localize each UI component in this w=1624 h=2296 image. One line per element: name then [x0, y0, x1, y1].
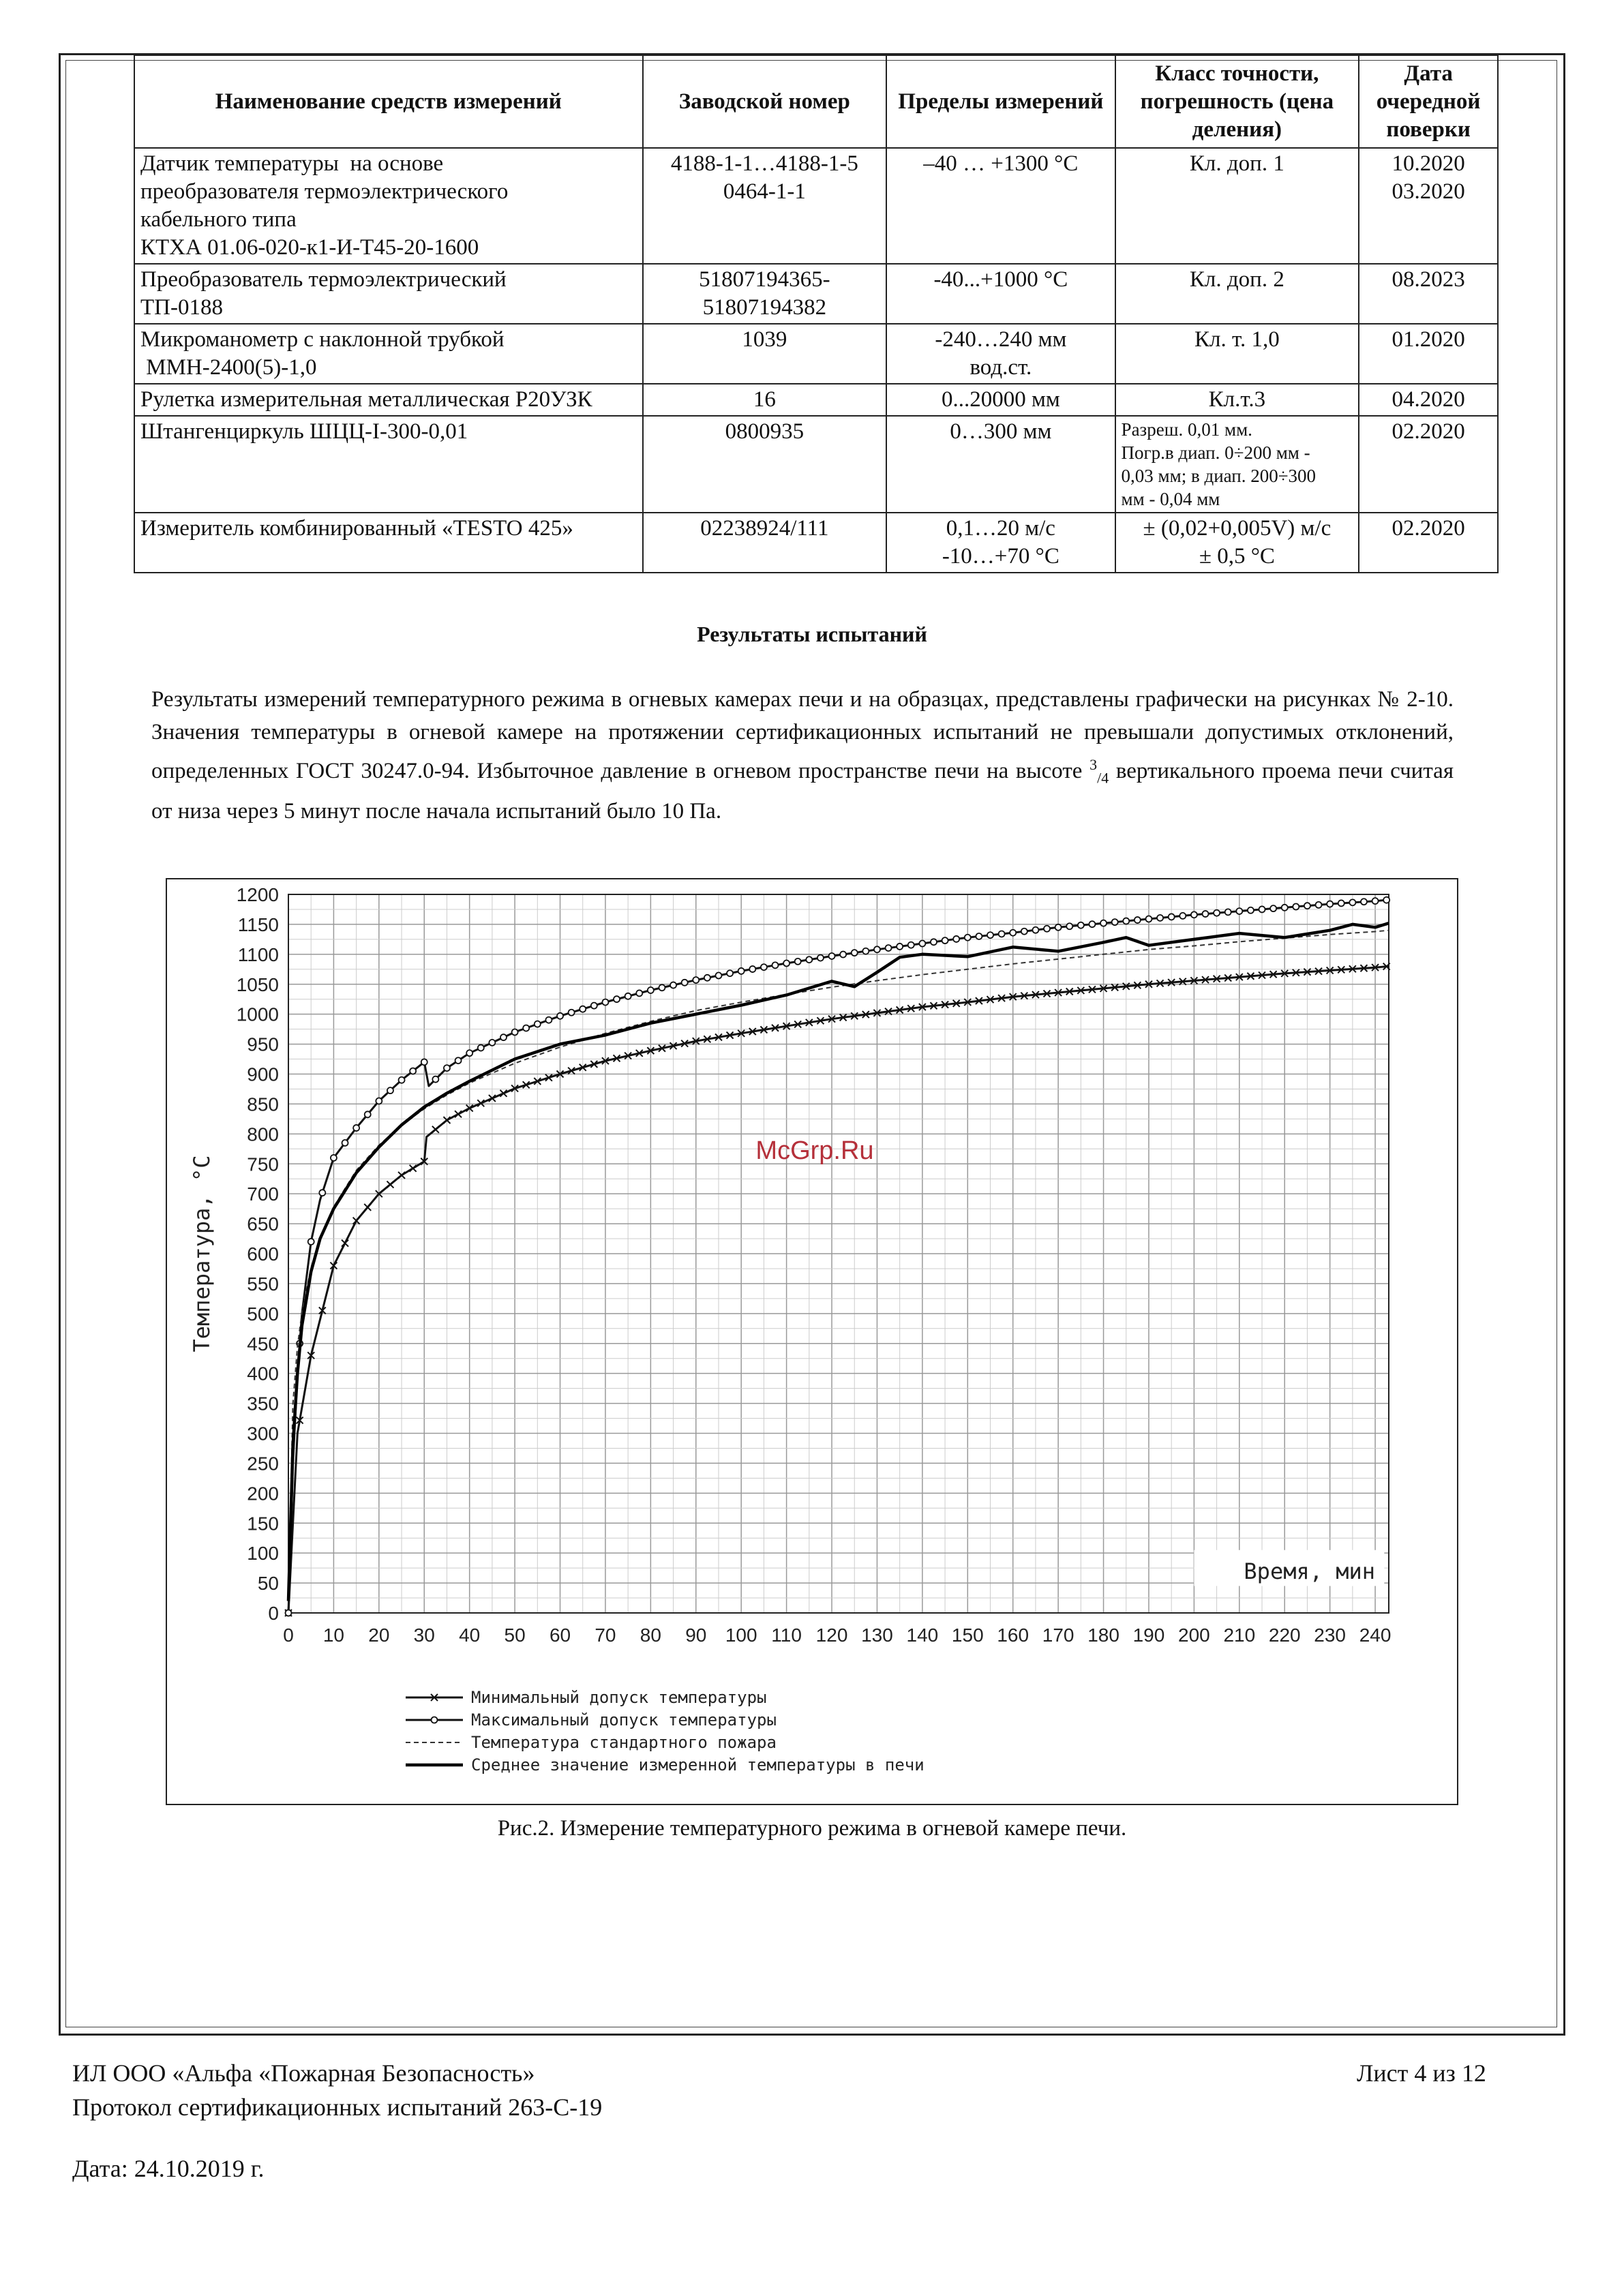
series-line	[288, 923, 1389, 1601]
series-marker	[466, 1050, 472, 1056]
series-marker	[455, 1111, 462, 1117]
series-marker	[897, 943, 903, 950]
series-marker	[682, 980, 688, 986]
cell-range-line: 0…300 мм	[950, 419, 1052, 444]
cell-accuracy	[1115, 324, 1359, 384]
cell-serial-line: 0464-1-1	[723, 179, 806, 204]
cell-date	[1359, 324, 1498, 384]
series-marker	[806, 956, 812, 963]
series-4	[288, 923, 1389, 1601]
cell-serial	[643, 513, 887, 573]
cell-serial-line: 51807194365-	[699, 267, 830, 292]
series-marker	[1304, 903, 1310, 909]
chart-container	[166, 878, 1458, 1805]
cell-range-line: вод.ст.	[969, 355, 1032, 380]
series-marker	[999, 931, 1005, 937]
legend-label: Среднее значение измеренной температуры в печи	[471, 1755, 924, 1774]
series-marker	[1203, 911, 1209, 917]
y-tick-label: 700	[247, 1183, 279, 1205]
table-row	[134, 416, 1498, 513]
legend-label: Минимальный допуск температуры	[471, 1688, 767, 1707]
cell-accuracy-line: Кл.т.3	[1208, 387, 1266, 412]
series-marker	[908, 942, 914, 948]
results-text-main: Результаты измерений температурного режима в огневых камерах печи и на образцах, представлены графически на рисунках № 2-10. Значения температуры в огневой камере на протяжении сертификационных испытаний не превышали допустимых отклонений, определенных ГОСТ 30247.0-94. Избыточное давление в огневом пространстве печи на высоте	[151, 687, 1454, 783]
x-tick-label: 190	[1132, 1625, 1165, 1646]
y-tick-label: 1200	[236, 884, 279, 905]
series-marker	[783, 961, 790, 967]
cell-accuracy	[1115, 264, 1359, 324]
x-tick-label: 180	[1087, 1625, 1119, 1646]
x-tick-label: 80	[640, 1625, 661, 1646]
series-marker	[376, 1098, 382, 1104]
x-tick-label: 160	[997, 1625, 1029, 1646]
series-marker	[942, 937, 948, 943]
series-marker	[1078, 922, 1084, 928]
series-marker	[1112, 919, 1118, 925]
series-marker	[1327, 901, 1333, 907]
series-marker	[852, 950, 858, 956]
series-marker	[874, 946, 880, 952]
instruments-table	[134, 55, 1499, 573]
x-axis-label: Время, мин	[1244, 1558, 1376, 1584]
cell-name	[134, 384, 643, 416]
x-tick-label: 210	[1223, 1625, 1256, 1646]
series-marker	[795, 958, 801, 965]
header-accuracy: Класс точности, погрешность (цена деления)	[1115, 55, 1359, 148]
y-tick-label: 0	[268, 1603, 279, 1624]
cell-range-line: 0...20000 мм	[941, 387, 1060, 412]
series-marker	[286, 1610, 292, 1616]
cell-range	[886, 324, 1115, 384]
series-3	[288, 931, 1389, 1601]
cell-range	[886, 384, 1115, 416]
series-marker	[1145, 916, 1152, 922]
cell-accuracy	[1115, 513, 1359, 573]
cell-serial	[643, 384, 887, 416]
y-tick-label: 450	[247, 1333, 279, 1355]
series-marker	[1010, 930, 1016, 936]
cell-name-line: Микроманометр с наклонной трубкой	[140, 327, 505, 352]
y-tick-label: 1100	[237, 943, 279, 965]
series-marker	[965, 935, 971, 941]
series-marker	[840, 952, 846, 958]
cell-date-line: 03.2020	[1392, 179, 1465, 204]
cell-serial-line: 1039	[742, 327, 787, 352]
x-tick-label: 230	[1314, 1625, 1347, 1646]
cell-serial	[643, 148, 887, 264]
series-marker	[342, 1140, 348, 1146]
cell-serial-line: 02238924/111	[700, 516, 829, 541]
series-line	[288, 931, 1389, 1601]
y-tick-label: 900	[247, 1063, 279, 1085]
temperature-chart	[167, 879, 1457, 1804]
series-marker	[331, 1155, 337, 1161]
series-line	[288, 900, 1389, 1613]
cell-name	[134, 416, 643, 513]
series-marker	[1248, 907, 1254, 913]
y-tick-label: 600	[247, 1243, 279, 1265]
cell-range-line: -10…+70 °С	[942, 544, 1059, 569]
header-serial: Заводской номер	[643, 55, 887, 148]
chart-grid	[288, 894, 1389, 1613]
x-tick-label: 140	[906, 1625, 939, 1646]
cell-date-line: 02.2020	[1392, 419, 1465, 444]
y-tick-label: 850	[247, 1093, 279, 1115]
legend-label: Максимальный допуск температуры	[471, 1710, 777, 1729]
cell-accuracy	[1115, 148, 1359, 264]
figure-caption: Рис.2. Измерение температурного режима в огневой камере печи.	[497, 1816, 1127, 1841]
footer-sheet: Лист 4 из 12	[1357, 2059, 1486, 2087]
y-tick-label: 300	[247, 1423, 279, 1445]
cell-serial	[643, 264, 887, 324]
cell-name	[134, 324, 643, 384]
series-marker	[1100, 920, 1107, 926]
cell-range-line: -240…240 мм	[935, 327, 1067, 352]
cell-date	[1359, 513, 1498, 573]
series-marker	[1282, 905, 1288, 911]
series-marker	[1214, 910, 1220, 916]
cell-accuracy-line: Кл. доп. 2	[1189, 267, 1284, 292]
legend	[406, 1688, 924, 1774]
cell-date-line: 04.2020	[1392, 387, 1465, 412]
series-marker	[387, 1087, 393, 1093]
series-marker	[862, 948, 869, 954]
legend-label: Температура стандартного пожара	[471, 1733, 777, 1752]
x-tick-label: 0	[283, 1625, 294, 1646]
x-tick-label: 130	[861, 1625, 893, 1646]
y-tick-label: 800	[247, 1123, 279, 1145]
cell-date	[1359, 384, 1498, 416]
series-marker	[444, 1065, 450, 1071]
cell-name	[134, 148, 643, 264]
y-tick-label: 100	[247, 1543, 279, 1565]
y-tick-label: 200	[247, 1483, 279, 1505]
series-marker	[387, 1181, 393, 1188]
cell-accuracy-line: мм - 0,04 мм	[1121, 489, 1220, 509]
series-marker	[1259, 906, 1265, 912]
y-tick-label: 1000	[236, 1003, 279, 1025]
series-marker	[512, 1029, 518, 1036]
series-marker	[1361, 898, 1367, 905]
series-marker	[715, 973, 721, 979]
series-marker	[455, 1057, 462, 1063]
x-tick-label: 170	[1042, 1625, 1074, 1646]
series-marker	[1044, 926, 1050, 932]
series-marker	[319, 1190, 325, 1196]
series-marker	[1021, 928, 1027, 935]
series-marker	[399, 1077, 405, 1083]
cell-serial	[643, 324, 887, 384]
cell-range	[886, 513, 1115, 573]
series-marker	[478, 1045, 484, 1051]
series-marker	[591, 1003, 597, 1009]
series-marker	[919, 941, 925, 947]
cell-name-line: Преобразователь термоэлектрический	[140, 267, 507, 292]
series-marker	[365, 1111, 371, 1117]
series-marker	[500, 1034, 507, 1040]
series-marker	[1236, 908, 1242, 914]
x-tick-label: 220	[1268, 1625, 1301, 1646]
series-marker	[1293, 904, 1299, 910]
cell-name	[134, 264, 643, 324]
cell-date	[1359, 148, 1498, 264]
fraction-denominator: /4	[1097, 769, 1109, 787]
x-tick-label: 90	[685, 1625, 707, 1646]
series-marker	[602, 999, 608, 1006]
series-marker	[1157, 915, 1163, 921]
header-range: Пределы измерений	[886, 55, 1115, 148]
cell-serial-line: 0800935	[725, 419, 805, 444]
x-tick-label: 150	[951, 1625, 984, 1646]
table-header-row	[134, 55, 1498, 148]
series-marker	[1349, 899, 1355, 905]
x-tick-label: 110	[771, 1625, 802, 1646]
y-tick-label: 1150	[237, 913, 279, 935]
cell-name	[134, 513, 643, 573]
x-tick-label: 10	[322, 1625, 344, 1646]
series-marker	[1316, 902, 1322, 908]
table-row	[134, 264, 1498, 324]
series-marker	[704, 975, 710, 981]
series-marker	[659, 984, 665, 991]
series-marker	[1225, 909, 1231, 915]
series-marker	[1066, 923, 1072, 929]
series-marker	[353, 1125, 359, 1131]
series-marker	[772, 962, 779, 968]
series-marker	[432, 1126, 439, 1133]
series-marker	[545, 1017, 552, 1023]
series-marker	[749, 966, 755, 972]
cell-name-line: преобразователя термоэлектрического	[140, 179, 509, 204]
y-tick-label: 650	[247, 1213, 279, 1235]
cell-date-line: 08.2023	[1392, 267, 1465, 292]
series-marker	[614, 996, 620, 1002]
cell-accuracy	[1115, 416, 1359, 513]
cell-name-line: Измеритель комбинированный «TESTO 425»	[140, 516, 573, 541]
cell-accuracy-line: Разреш. 0,01 мм.	[1121, 419, 1252, 440]
series-marker	[432, 1076, 438, 1083]
cell-name-line: КТХА 01.06-020-к1-И-Т45-20-1600	[140, 235, 479, 260]
series-marker	[410, 1068, 416, 1074]
footer-org: ИЛ ООО «Альфа «Пожарная Безопасность»	[72, 2059, 535, 2087]
series-marker	[557, 1013, 563, 1019]
x-tick-label: 20	[368, 1625, 390, 1646]
table-row	[134, 324, 1498, 384]
series-marker	[1270, 905, 1276, 911]
x-tick-label: 40	[459, 1625, 481, 1646]
cell-accuracy-line: ± 0,5 °С	[1199, 544, 1275, 569]
series-marker	[523, 1025, 529, 1031]
footer-protocol: Протокол сертификационных испытаний 263-С-19	[72, 2094, 603, 2121]
series-marker	[580, 1006, 586, 1012]
cell-range-line: 0,1…20 м/с	[946, 516, 1055, 541]
cell-name-line: Рулетка измерительная металлическая Р20УЗК	[140, 387, 592, 412]
results-text-tail: вертикального проема печи считая от низа через 5 минут после начала испытаний было 10 Па.	[151, 759, 1454, 824]
series-marker	[727, 970, 733, 976]
cell-serial-line: 4188-1-1…4188-1-5	[670, 151, 858, 176]
x-tick-label: 60	[549, 1625, 571, 1646]
cell-accuracy-line: Кл. т. 1,0	[1194, 327, 1280, 352]
y-tick-label: 150	[247, 1513, 279, 1535]
series-marker	[761, 964, 767, 970]
series-marker	[648, 987, 654, 993]
y-tick-label: 250	[247, 1453, 279, 1475]
series-marker	[1055, 924, 1062, 931]
y-tick-label: 350	[247, 1393, 279, 1415]
cell-accuracy-line: Погр.в диап. 0÷200 мм -	[1121, 442, 1310, 463]
fraction-numerator: 3	[1089, 756, 1098, 773]
y-tick-label: 500	[247, 1303, 279, 1325]
series-marker	[1179, 913, 1186, 919]
cell-serial-line: 51807194382	[702, 295, 827, 320]
cell-name-line: кабельного типа	[140, 207, 297, 232]
results-paragraph	[151, 683, 1454, 828]
watermark-text: McGrp.Ru	[755, 1136, 874, 1165]
series-marker	[1089, 921, 1095, 927]
table-row	[134, 384, 1498, 416]
series-marker	[1123, 918, 1129, 924]
header-date: Дата очередной поверки	[1359, 55, 1498, 148]
series-marker	[1372, 898, 1379, 904]
cell-range	[886, 416, 1115, 513]
series-marker	[535, 1021, 541, 1027]
cell-date-line: 01.2020	[1392, 327, 1465, 352]
y-tick-label: 550	[247, 1273, 279, 1295]
y-tick-label: 400	[247, 1363, 279, 1385]
series-marker	[931, 939, 937, 945]
cell-name-line: Штангенциркуль ШЦЦ-I-300-0,01	[140, 419, 468, 444]
cell-range-line: -40...+1000 °С	[933, 267, 1068, 292]
cell-serial	[643, 416, 887, 513]
x-tick-label: 120	[815, 1625, 848, 1646]
series-marker	[636, 990, 642, 996]
series-marker	[1169, 913, 1175, 920]
y-axis-label: Температура, °С	[189, 1155, 215, 1353]
series-marker	[817, 955, 824, 961]
cell-date	[1359, 264, 1498, 324]
series-marker	[829, 953, 835, 959]
y-tick-label: 50	[257, 1573, 279, 1595]
series-marker	[1134, 917, 1141, 923]
y-tick-label: 1050	[236, 973, 279, 995]
series-marker	[886, 945, 892, 951]
series-marker	[342, 1240, 348, 1247]
cell-name-line: ТП-0188	[140, 295, 223, 320]
table-row	[134, 148, 1498, 264]
y-tick-label: 750	[247, 1153, 279, 1175]
cell-serial-line: 16	[753, 387, 776, 412]
series-marker	[569, 1010, 575, 1016]
cell-accuracy-line: ± (0,02+0,005V) м/с	[1143, 516, 1332, 541]
series-marker	[1383, 897, 1389, 903]
x-tick-label: 200	[1178, 1625, 1210, 1646]
series-marker	[1338, 900, 1344, 906]
results-title: Результаты испытаний	[697, 622, 927, 646]
series-1	[285, 963, 1390, 1616]
cell-accuracy-line: 0,03 мм; в диап. 200÷300	[1121, 466, 1317, 486]
y-tick-label: 950	[247, 1033, 279, 1055]
series-marker	[693, 977, 699, 983]
cell-range-line: –40 … +1300 °С	[923, 151, 1079, 176]
cell-date	[1359, 416, 1498, 513]
x-tick-label: 70	[595, 1625, 616, 1646]
x-tick-label: 50	[504, 1625, 526, 1646]
series-marker	[625, 993, 631, 999]
table-row	[134, 513, 1498, 573]
series-marker	[953, 936, 959, 942]
cell-name-line: ММН-2400(5)-1,0	[140, 355, 317, 380]
x-tick-label: 100	[725, 1625, 757, 1646]
series-marker	[421, 1059, 427, 1065]
series-marker	[1032, 927, 1038, 933]
series-marker	[364, 1204, 371, 1211]
x-tick-label: 30	[413, 1625, 435, 1646]
cell-date-line: 02.2020	[1392, 516, 1465, 541]
cell-range	[886, 148, 1115, 264]
series-marker	[976, 933, 982, 939]
series-marker	[410, 1165, 417, 1172]
x-tick-label: 240	[1359, 1625, 1392, 1646]
series-marker	[489, 1040, 495, 1046]
series-marker	[1191, 911, 1197, 918]
series-marker	[308, 1239, 314, 1245]
cell-range	[886, 264, 1115, 324]
cell-date-line: 10.2020	[1392, 151, 1465, 176]
cell-accuracy-line: Кл. доп. 1	[1189, 151, 1284, 176]
cell-accuracy	[1115, 384, 1359, 416]
series-marker	[670, 982, 676, 988]
header-name: Наименование средств измерений	[134, 55, 643, 148]
legend-marker	[432, 1717, 438, 1723]
cell-name-line: Датчик температуры на основе	[140, 151, 444, 176]
footer-date: Дата: 24.10.2019 г.	[72, 2155, 265, 2182]
series-marker	[987, 932, 993, 938]
series-marker	[738, 968, 745, 974]
